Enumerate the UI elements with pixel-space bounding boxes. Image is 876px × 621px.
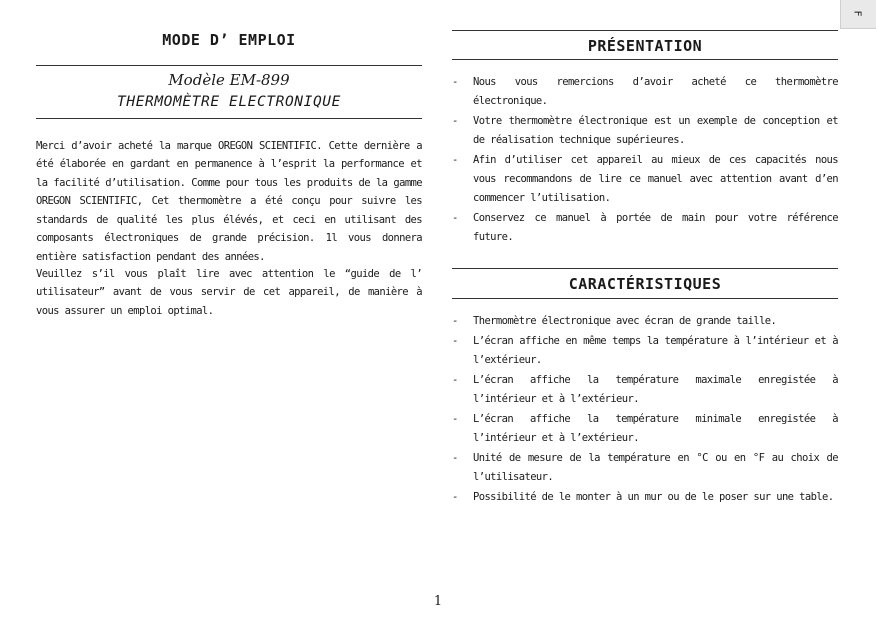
list-item-text: Unité de mesure de la température en °C ou en °F au choix de l’utilisateur. [473, 452, 838, 483]
list-item [452, 410, 838, 448]
product-name: THERMOMÈTRE ELECTRONIQUE [117, 94, 341, 110]
bullet-dash: - [452, 76, 458, 88]
divider [452, 30, 838, 31]
divider [452, 268, 838, 269]
divider [452, 298, 838, 299]
list-item [452, 112, 838, 150]
list-item [452, 449, 838, 487]
bullet-dash: - [452, 315, 458, 327]
list-item [452, 73, 838, 111]
list-item-text: Nous vous remercions d’avoir acheté ce thermomètre électronique. [473, 76, 838, 107]
presentation-list [452, 73, 838, 248]
list-item-text: Conservez ce manuel à portée de main pour votre référence future. [473, 212, 838, 243]
bullet-dash: - [452, 212, 458, 224]
bullet-dash: - [452, 115, 458, 127]
features-heading: CARACTÉRISTIQUES [568, 275, 722, 293]
divider [36, 118, 422, 119]
presentation-heading: PRÉSENTATION [587, 37, 703, 55]
intro-paragraph: Merci d’avoir acheté la marque OREGON SCIENTIFIC. Cette dernière a été élaborée en gardant en permanence à l’esprit la performance et la facilité d’utilisation. Comme pour tous les produits de la gamme OREGON SCIENTIFIC, Cet thermomètre a été conçu pour suivre les standards de qualité les plus élévés, et ceci en utilisant des composants électroniques de grande précision. 1l vous donnera entière satisfaction pendant des années. [36, 139, 422, 263]
bullet-dash: - [452, 413, 458, 425]
divider [36, 65, 422, 66]
language-tab-label: F [851, 10, 863, 17]
list-item-text: Votre thermomètre électronique est un exemple de conception et de réalisation technique supérieures. [473, 115, 838, 146]
list-item [452, 151, 838, 208]
manual-title: MODE D’ EMPLOI [162, 31, 296, 49]
instructions-paragraph: Veuillez s’il vous plaît lire avec attention le “guide de l’ utilisateur” avant de vous servir de cet appareil, de manière à vous assurer un emploi optimal. [36, 267, 422, 317]
bullet-dash: - [452, 374, 458, 386]
list-item-text: L’écran affiche en même temps la température à l’intérieur et à l’extérieur. [473, 335, 838, 366]
page-number: 1 [433, 594, 443, 609]
list-item [452, 209, 838, 247]
list-item [452, 332, 838, 370]
bullet-dash: - [452, 452, 458, 464]
bullet-dash: - [452, 154, 458, 166]
list-item-text: L’écran affiche la température minimale enregistée à l’intérieur et à l’extérieur. [473, 413, 838, 444]
list-item [452, 371, 838, 409]
bullet-dash: - [452, 491, 458, 503]
list-item-text: Possibilité de le monter à un mur ou de le poser sur une table. [473, 491, 834, 503]
list-item [452, 312, 838, 331]
features-list [452, 312, 838, 508]
divider [452, 59, 838, 60]
list-item [452, 488, 838, 507]
model-name: Modèle EM-899 [168, 71, 290, 89]
bullet-dash: - [452, 335, 458, 347]
list-item-text: Thermomètre électronique avec écran de grande taille. [473, 315, 777, 327]
list-item-text: Afin d’utiliser cet appareil au mieux de ces capacités nous vous recommandons de lire ce manuel avec attention avant d’en commencer l’utilisation. [473, 154, 838, 204]
language-tab [840, 0, 876, 29]
list-item-text: L’écran affiche la température maximale enregistée à l’intérieur et à l’extérieur. [473, 374, 838, 405]
